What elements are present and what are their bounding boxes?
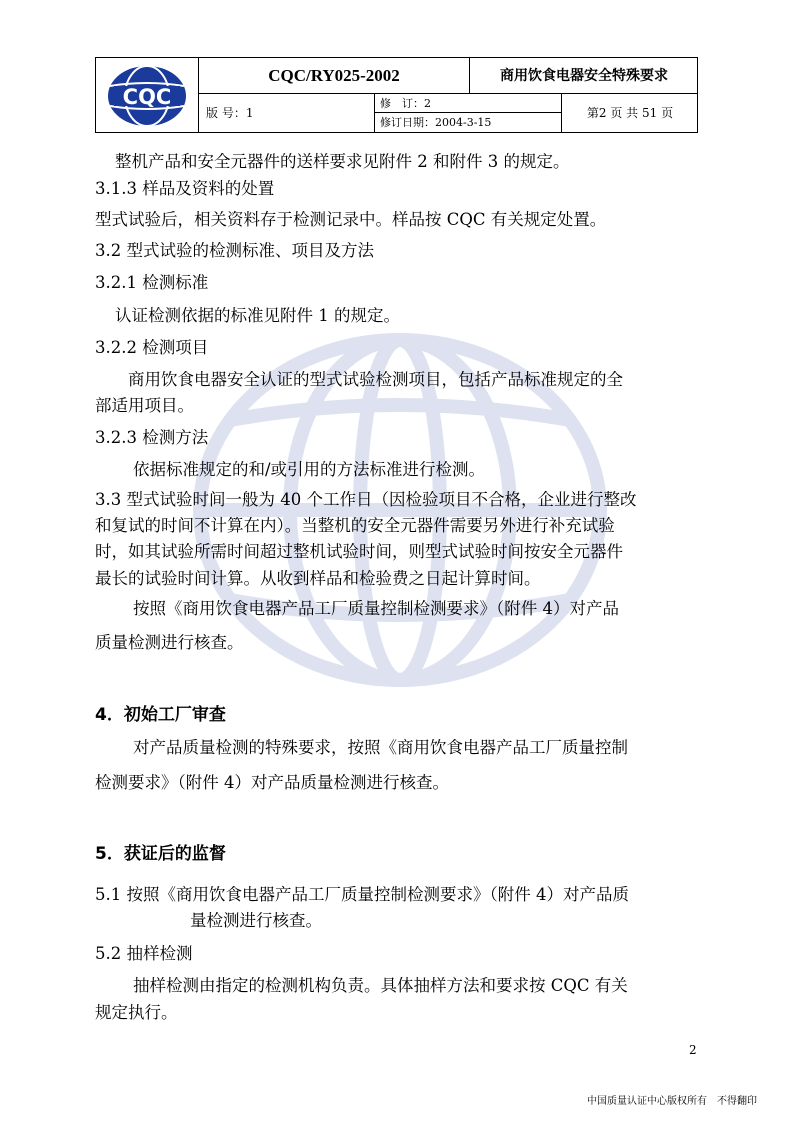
paragraph-3-3-line-2: 和复试的时间不计算在内）。当整机的安全元器件需要另外进行补充试验 [95,516,615,535]
page-number: 2 [689,1043,697,1057]
paragraph-5-1-line-1: 5.1 按照《商用饮食电器产品工厂质量控制检测要求》（附件 4）对产品质 [95,885,629,904]
logo-text: CQC [122,85,172,109]
paragraph-3-3-line-3: 时，如其试验所需时间超过整机试验时间，则型式试验时间按安全元器件 [95,542,623,561]
section-3-2-3-heading: 3.2.3 检测方法 [95,428,209,447]
paragraph-3-2-2-line-2: 部适用项目。 [95,396,194,415]
section-5-2-heading: 5.2 抽样检测 [95,944,193,963]
paragraph-5-1-line-2: 量检测进行核查。 [190,911,322,930]
section-4-heading: 4．初始工厂审查 [95,705,226,725]
cqc-logo [96,58,199,133]
paragraph-5-2-line-2: 规定执行。 [95,1003,178,1022]
revision-date: 修订日期：2004-3-15 [375,113,562,133]
paragraph-3-3b-line-1: 按照《商用饮食电器产品工厂质量控制检测要求》（附件 4）对产品 [133,599,619,618]
paragraph-5-2-line-1: 抽样检测由指定的检测机构负责。具体抽样方法和要求按 CQC 有关 [133,976,628,995]
document-code: CQC/RY025-2002 [199,58,470,94]
paragraph-3-2-2-line-1: 商用饮食电器安全认证的型式试验检测项目，包括产品标准规定的全 [128,370,623,389]
paragraph-3-3b-line-2: 质量检测进行核查。 [95,633,244,652]
paragraph-4-line-2: 检测要求》（附件 4）对产品质量检测进行核查。 [95,773,449,792]
paragraph-3-2-1: 认证检测依据的标准见附件 1 的规定。 [115,306,400,325]
section-5-heading: 5．获证后的监督 [95,844,226,864]
section-3-2-2-heading: 3.2.2 检测项目 [95,338,209,357]
paragraph-3-3-line-1: 3.3 型式试验时间一般为 40 个工作日（因检验项目不合格，企业进行整改 [95,490,637,509]
cqc-logo-icon [96,58,199,133]
paragraph-sample-requirements: 整机产品和安全元器件的送样要求见附件 2 和附件 3 的规定。 [115,152,570,171]
section-3-1-3-heading: 3.1.3 样品及资料的处置 [95,179,275,198]
paragraph-3-1-3: 型式试验后，相关资料存于检测记录中。样品按 CQC 有关规定处置。 [95,210,607,229]
paragraph-3-3-line-4: 最长的试验时间计算。从收到样品和检验费之日起计算时间。 [95,569,541,588]
section-3-2-heading: 3.2 型式试验的检测标准、项目及方法 [95,241,374,260]
paragraph-4-line-1: 对产品质量检测的特殊要求，按照《商用饮食电器产品工厂质量控制 [133,738,628,757]
revision-number: 修 订：2 [375,94,562,113]
page-count: 第2 页 共 51 页 [586,106,674,120]
copyright-footer: 中国质量认证中心版权所有 不得翻印 [587,1096,757,1107]
document-header-table [95,57,698,133]
section-3-2-1-heading: 3.2.1 检测标准 [95,273,209,292]
version-number: 版 号：1 [199,94,375,133]
paragraph-3-2-3: 依据标准规定的和/或引用的方法标准进行检测。 [133,460,486,479]
document-title: 商用饮食电器安全特殊要求 [470,58,698,94]
